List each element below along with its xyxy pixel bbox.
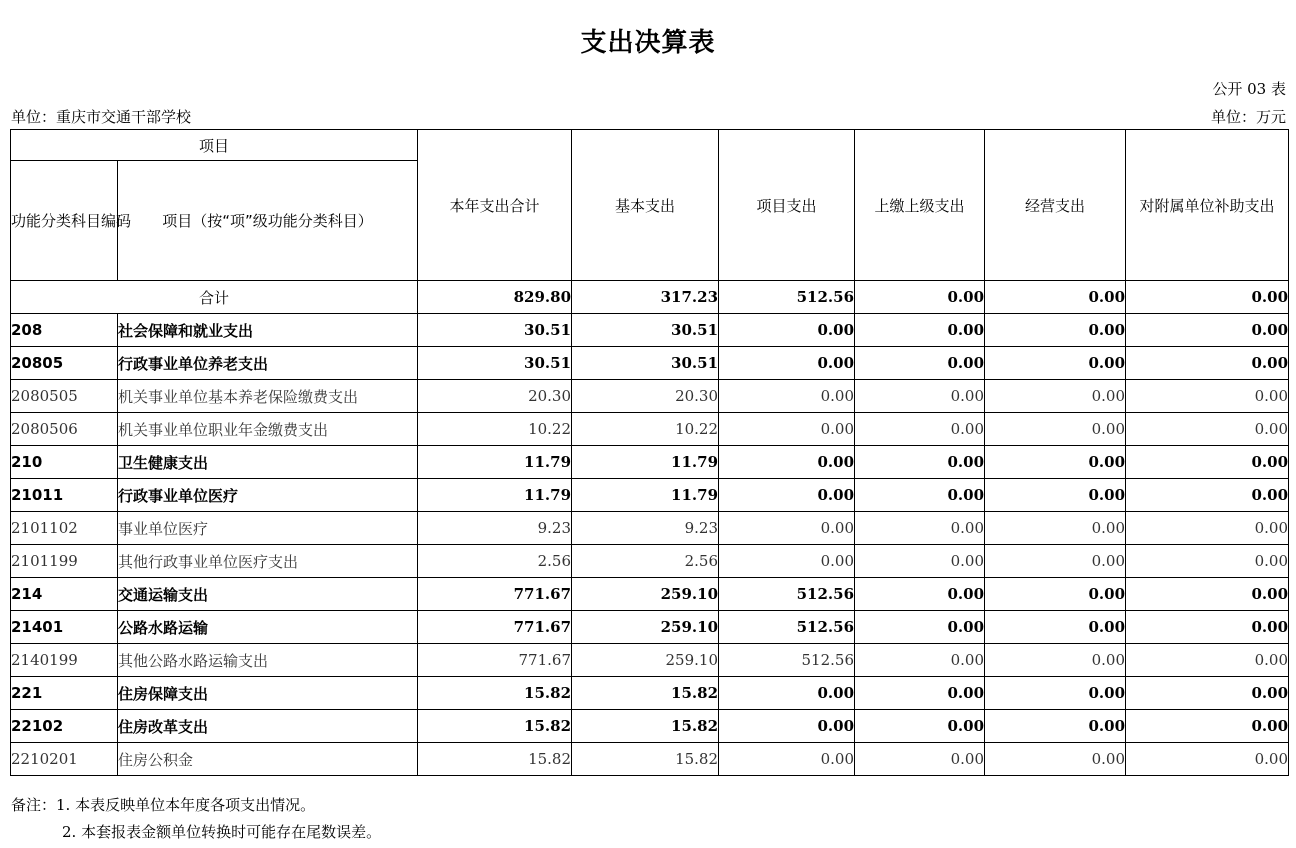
notes [11, 792, 381, 846]
row-name: 机关事业单位基本养老保险缴费支出 [118, 380, 418, 413]
row-code: 2140199 [11, 644, 118, 677]
row-code: 210 [11, 446, 118, 479]
row-value: 259.10 [572, 644, 719, 677]
row-value: 0.00 [985, 446, 1126, 479]
row-value: 771.67 [418, 611, 572, 644]
row-name: 住房保障支出 [118, 677, 418, 710]
row-value: 512.56 [719, 578, 855, 611]
row-value: 0.00 [719, 743, 855, 776]
row-value: 0.00 [985, 347, 1126, 380]
row-name: 其他行政事业单位医疗支出 [118, 545, 418, 578]
row-value: 0.00 [1126, 413, 1289, 446]
table-row [11, 479, 1289, 512]
header-project: 项目支出 [719, 130, 855, 281]
row-value: 0.00 [1126, 380, 1289, 413]
note-2: 2. 本套报表金额单位转换时可能存在尾数误差。 [62, 823, 382, 841]
header-name: 项目（按“项”级功能分类科目） [118, 161, 418, 281]
total-row [11, 281, 1289, 314]
row-value: 0.00 [855, 743, 985, 776]
row-value: 0.00 [985, 479, 1126, 512]
row-value: 0.00 [855, 677, 985, 710]
row-code: 2080505 [11, 380, 118, 413]
row-value: 11.79 [418, 479, 572, 512]
row-value: 0.00 [855, 347, 985, 380]
row-code: 2210201 [11, 743, 118, 776]
row-value: 30.51 [418, 314, 572, 347]
total-value: 0.00 [985, 281, 1126, 314]
row-value: 0.00 [719, 479, 855, 512]
total-value: 317.23 [572, 281, 719, 314]
row-value: 0.00 [1126, 545, 1289, 578]
row-value: 0.00 [1126, 710, 1289, 743]
row-value: 0.00 [985, 710, 1126, 743]
header-business: 经营支出 [985, 130, 1126, 281]
row-value: 0.00 [719, 446, 855, 479]
row-value: 0.00 [985, 413, 1126, 446]
row-value: 30.51 [572, 314, 719, 347]
row-value: 0.00 [855, 644, 985, 677]
row-value: 9.23 [572, 512, 719, 545]
row-value: 0.00 [985, 578, 1126, 611]
row-value: 0.00 [1126, 743, 1289, 776]
table-row [11, 644, 1289, 677]
table-row [11, 743, 1289, 776]
row-value: 0.00 [1126, 644, 1289, 677]
row-value: 0.00 [855, 413, 985, 446]
table-number: 公开 03 表 [1212, 80, 1286, 98]
row-value: 0.00 [719, 710, 855, 743]
row-value: 2.56 [572, 545, 719, 578]
table-row [11, 380, 1289, 413]
row-value: 512.56 [719, 644, 855, 677]
row-value: 0.00 [985, 314, 1126, 347]
row-value: 0.00 [719, 545, 855, 578]
row-value: 0.00 [1126, 314, 1289, 347]
header-code: 功能分类科目编码 [11, 161, 118, 281]
row-value: 15.82 [418, 677, 572, 710]
row-value: 0.00 [855, 611, 985, 644]
total-value: 512.56 [719, 281, 855, 314]
total-value: 829.80 [418, 281, 572, 314]
row-value: 0.00 [1126, 479, 1289, 512]
row-code: 2101102 [11, 512, 118, 545]
header-item-group: 项目 [11, 130, 418, 161]
row-name: 卫生健康支出 [118, 446, 418, 479]
header-superior: 上缴上级支出 [855, 130, 985, 281]
row-code: 221 [11, 677, 118, 710]
table-row [11, 446, 1289, 479]
page-title: 支出决算表 [580, 28, 716, 58]
row-value: 0.00 [1126, 611, 1289, 644]
table-row [11, 413, 1289, 446]
row-value: 0.00 [855, 710, 985, 743]
row-value: 0.00 [855, 479, 985, 512]
row-value: 9.23 [418, 512, 572, 545]
row-value: 0.00 [1126, 347, 1289, 380]
row-value: 0.00 [985, 644, 1126, 677]
row-value: 0.00 [985, 743, 1126, 776]
expenditure-table [10, 129, 1289, 776]
row-name: 公路水路运输 [118, 611, 418, 644]
reporting-unit: 单位：重庆市交通干部学校 [11, 108, 192, 126]
table-row [11, 347, 1289, 380]
table-row [11, 545, 1289, 578]
row-value: 0.00 [985, 512, 1126, 545]
row-name: 住房改革支出 [118, 710, 418, 743]
row-value: 0.00 [1126, 446, 1289, 479]
row-value: 10.22 [572, 413, 719, 446]
row-value: 771.67 [418, 644, 572, 677]
total-value: 0.00 [855, 281, 985, 314]
row-value: 0.00 [855, 446, 985, 479]
row-code: 2080506 [11, 413, 118, 446]
table-row [11, 710, 1289, 743]
row-value: 259.10 [572, 578, 719, 611]
row-name: 住房公积金 [118, 743, 418, 776]
header-basic: 基本支出 [572, 130, 719, 281]
row-name: 行政事业单位医疗 [118, 479, 418, 512]
table-row [11, 578, 1289, 611]
row-name: 社会保障和就业支出 [118, 314, 418, 347]
row-code: 22102 [11, 710, 118, 743]
row-code: 208 [11, 314, 118, 347]
row-code: 214 [11, 578, 118, 611]
row-value: 0.00 [985, 611, 1126, 644]
row-value: 15.82 [572, 677, 719, 710]
total-label: 合计 [11, 281, 418, 314]
currency-unit: 单位：万元 [1210, 108, 1286, 126]
row-value: 0.00 [855, 512, 985, 545]
table-row [11, 611, 1289, 644]
row-value: 11.79 [418, 446, 572, 479]
header-subsidy: 对附属单位补助支出 [1126, 130, 1289, 281]
row-value: 10.22 [418, 413, 572, 446]
row-value: 0.00 [719, 314, 855, 347]
row-name: 事业单位医疗 [118, 512, 418, 545]
row-value: 15.82 [572, 743, 719, 776]
row-code: 21011 [11, 479, 118, 512]
row-name: 机关事业单位职业年金缴费支出 [118, 413, 418, 446]
row-value: 0.00 [719, 380, 855, 413]
table-row [11, 314, 1289, 347]
total-value: 0.00 [1126, 281, 1289, 314]
row-value: 11.79 [572, 446, 719, 479]
row-code: 2101199 [11, 545, 118, 578]
row-value: 15.82 [418, 710, 572, 743]
row-value: 2.56 [418, 545, 572, 578]
row-code: 21401 [11, 611, 118, 644]
row-value: 30.51 [418, 347, 572, 380]
row-name: 其他公路水路运输支出 [118, 644, 418, 677]
row-name: 行政事业单位养老支出 [118, 347, 418, 380]
row-value: 0.00 [719, 512, 855, 545]
note-1: 备注：1. 本表反映单位本年度各项支出情况。 [11, 796, 316, 814]
row-value: 0.00 [1126, 512, 1289, 545]
row-value: 15.82 [418, 743, 572, 776]
row-value: 20.30 [418, 380, 572, 413]
row-value: 15.82 [572, 710, 719, 743]
row-value: 20.30 [572, 380, 719, 413]
row-value: 259.10 [572, 611, 719, 644]
row-value: 512.56 [719, 611, 855, 644]
row-value: 771.67 [418, 578, 572, 611]
row-name: 交通运输支出 [118, 578, 418, 611]
row-value: 0.00 [719, 347, 855, 380]
row-value: 0.00 [1126, 578, 1289, 611]
row-value: 0.00 [855, 578, 985, 611]
row-value: 0.00 [985, 545, 1126, 578]
row-value: 0.00 [855, 545, 985, 578]
row-value: 0.00 [985, 380, 1126, 413]
row-value: 0.00 [719, 413, 855, 446]
row-value: 0.00 [1126, 677, 1289, 710]
table-row [11, 677, 1289, 710]
table-row [11, 512, 1289, 545]
row-value: 11.79 [572, 479, 719, 512]
row-value: 0.00 [855, 380, 985, 413]
row-value: 30.51 [572, 347, 719, 380]
row-value: 0.00 [855, 314, 985, 347]
row-value: 0.00 [985, 677, 1126, 710]
row-code: 20805 [11, 347, 118, 380]
header-total: 本年支出合计 [418, 130, 572, 281]
row-value: 0.00 [719, 677, 855, 710]
